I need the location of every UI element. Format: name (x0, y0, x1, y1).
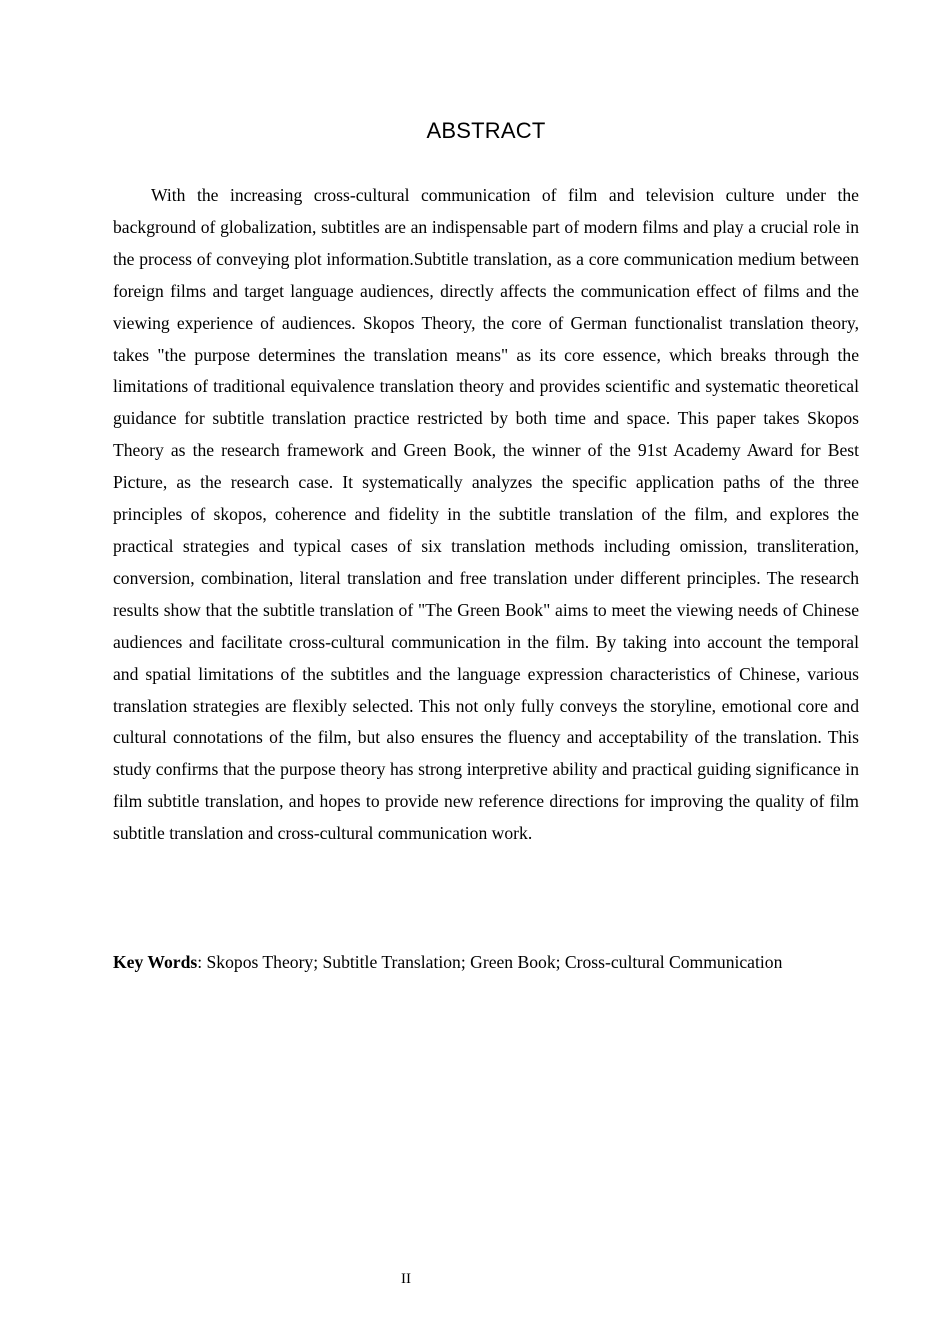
keywords-list: : Skopos Theory; Subtitle Translation; Green Book; Cross-cultural Communication (197, 952, 783, 972)
keywords-label: Key Words (113, 952, 198, 972)
page-number: II (401, 1271, 411, 1287)
abstract-paragraph: With the increasing cross-cultural communication of film and television culture under the background of globalization, subtitles are an indispensable part of modern films and play a crucial role in the process of conveying plot information.Subtitle translation, as a core communication medium between foreign films and target language audiences, directly affects the communication effect of films and the viewing experience of audiences. Skopos Theory, the core of German functionalist translation theory, takes "the purpose determines the translation means" as its core essence, which breaks through the limitations of traditional equivalence translation theory and provides scientific and systematic theoretical guidance for subtitle translation practice restricted by both time and space. This paper takes Skopos Theory as the research framework and Green Book, the winner of the 91st Academy Award for Best Picture, as the research case. It systematically analyzes the specific application paths of the three principles of skopos, coherence and fidelity in the subtitle translation of the film, and explores the practical strategies and typical cases of six translation methods including omission, transliteration, conversion, combination, literal translation and free translation under different principles. The research results show that the subtitle translation of "The Green Book" aims to meet the viewing needs of Chinese audiences and facilitate cross-cultural communication in the film. By taking into account the temporal and spatial limitations of the subtitles and the language expression characteristics of Chinese, various translation strategies are flexibly selected. This not only fully conveys the storyline, emotional core and cultural connotations of the film, but also ensures the fluency and acceptability of the translation. This study confirms that the purpose theory has strong interpretive ability and practical guiding significance in film subtitle translation, and hopes to provide new reference directions for improving the quality of film subtitle translation and cross-cultural communication work. (113, 185, 859, 844)
abstract-heading: ABSTRACT (426, 118, 546, 143)
keywords-line (113, 946, 873, 978)
